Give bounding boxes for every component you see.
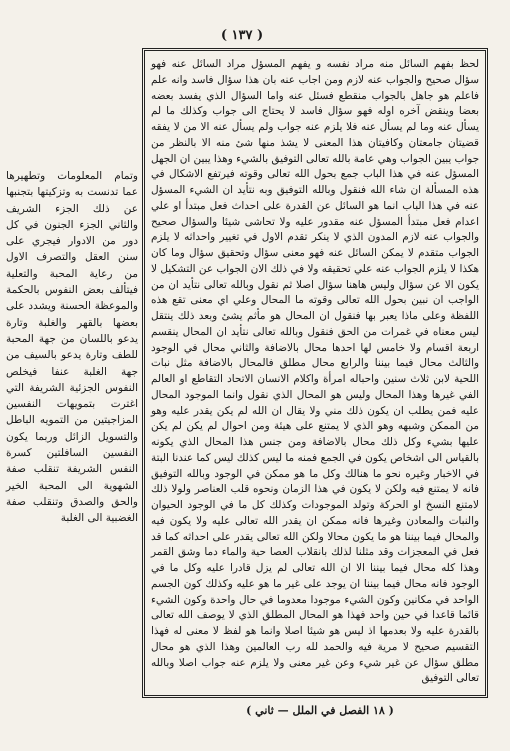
main-text-frame: [142, 48, 488, 698]
margin-note: وتمام المعلومات وتطهيرها عما تدنست به وتزكيتها بتجنبها عن ذلك الجزء الشريف والثاني الجزء الجنون في كل دور من الادوار فيجري على سنن العقل والتصرف الاول من رعاية المحبة والتعلية فيتألف بعض النفوس بالحكمة والموعظة الحسنة ويشدد على بعضها بالقهر والغلبة وتارة يدعو باللسان من جهة المحبة للطف وتارة يدعو بالسيف من جهة الغلبة عنفا فيخلص النفوس الجزئية الشريفة التي اغترت بتمويهات النفسين المزاجيتين من التمويه الباطل والتسويل الزائل وربما يكون النفسين السافلتين كسرة النفس الشريفة تنقلب صفة الشهوية الى المحبة الخير والحق والصدق وتنقلب صفة الغضبية الى الغلبة: [6, 170, 138, 525]
main-text-body: لحظ بفهم السائل منه مراد نفسه و يفهم المسؤل مراد السائل عنه فهو سؤال صحيح والجواب عنه لازم ومن اجاب عنه بان هذا سؤال فاسد وانه علم فاعلم هو جاهل بالجواب منقطع فسئل عنه واما السؤال الذي يفسد بعضه بعضا وينقض آخره اوله فهو سؤال فاسد لا يحتاج الى جواب وكذلك ما لم يسأل عنه وما لم يسأل عنه فلا يلزم عنه جواب ولم يسأل عنه الا من لا يفقه قضيتان جامعتان وكافيتان هذا المعنى لا يشذ منها شئ منه الا بالنظر من جواب يبين الجواب وهي عامة بالله تعالى التوفيق بالشيء وهذا يبين ان الجهل المسؤل عنه في هذا الباب جمع بحول الله تعالى وقوته فيرتفع الاشكال في هذه المسألة ان شاء الله فنقول وبالله التوفيق وبه نتأيد ان الشيء المسؤل عنه في هذا الباب انما هو السائل عن القدرة على احداث فعل مبتدأ او علي اعدام فعل مبتدأ المسؤل عنه مقدور عليه ولا تحاشى شيئا والسؤال صحيح والجواب عنه لازم المدون الذي لا ينكر تقدم الاول في تغيير واحداثه لا يلزم الجواب متقدم لا يمكن السائل عنه فهو معنى سؤال وتحقيق سؤال وما كان هكذا لا يلزم الجواب عنه علي تحقيقه ولا في ذلك الان الجواب عن التشكيل لا يكون الا عن سؤال وليس هاهنا سؤال اصلا ثم نقول وبالله تعالى نتأيد ان من الواجب ان نبين بحول الله تعالى وقوته ما المحال وعلي اي معنى تقع هذه اللفظة وعلى ماذا يعبر بها فنقول ان المحال هو مأثم يشئ وبعد ذلك ينتقل ليس معناه في غمرات من الحق فنقول وبالله تعالى نتأيد ان المحال ينقسم اربعة اقسام ولا خامس لها احدها محال بالاضافة والثاني محال في الوجود والثالث محال فيما بيننا والرابع محال مطلق فالمحال بالاضافة مثل نبات اللحية لابن ثلاث سنين واحباله امرأة واكلام الانسان الاتحاد التقاطع او العالم الفي غيرها وهذا المحال وليس هو المحال الذي نقول وانما الموجود المحال عليه فمن يطلب ان يكون ذلك مني ولا يقال ان الله لم يكن يقدر عليه وهو من الممكن وشبهه وهو الذي لا يمتنع على هيئة ومن احوال لم يكن لم يكن عليها بشيء وكل ذلك محال بالاضافة ومن جنس هذا المحال الذي يكونه بالقياس الى اشخاص يكون في الجمع فمنه ما ليس كذلك ليس كما عندنا البتة في الاخبار وغيره نحو ما هنالك وكل ما هو ممكن في الوجود وبالله التوفيق فانه لا يمتنع فيه ولكن لا يكون في هذا الزمان ونحوه قلب العناصر ولولا ذلك لامتنع النسخ او الحركة وتولد الموجودات وكذلك كل ما في الوجود الحيوان والنبات والمعادن وغيرها فانه ممكن ان يقدر الله تعالى عليه ولا يكون فيه والمحال فيما بيننا هو ما يكون محالا ولكن الله تعالى يقدر على احداثه كما قد فعل في المعجزات وقد مثلنا لذلك بانقلاب العصا حية والماء دما وشق القمر وهذا كله محال فيما بيننا الا ان الله تعالى لم يزل قادرا عليه وكل ما في الوجود فانه محال فيما بيننا ان يوجد على غير ما هو عليه وكذلك كون الجسم الواحد في مكانين وكون الشيء موجودا معدوما في حال واحدة وكون الشيء قائما قاعدا في حين واحد فهذا هو المحال المطلق الذي لا يوصف الله تعالى بالقدرة عليه ولا بعدمها اذ ليس هو شيئا اصلا وانما هو لفظ لا معنى له فهذا التقسيم صحيح لا مرية فيه والحمد لله رب العالمين وهذا الذي هو محال مطلق سؤال عن غير شيء وعن غير معنى ولا يلزم عنه جواب اصلا وبالله تعالى التوفيق: [151, 58, 479, 685]
page-footer: ( ١٨ الفصل في الملل — ثاني ): [246, 704, 394, 717]
page-number: ( ١٣٧ ): [220, 28, 264, 43]
